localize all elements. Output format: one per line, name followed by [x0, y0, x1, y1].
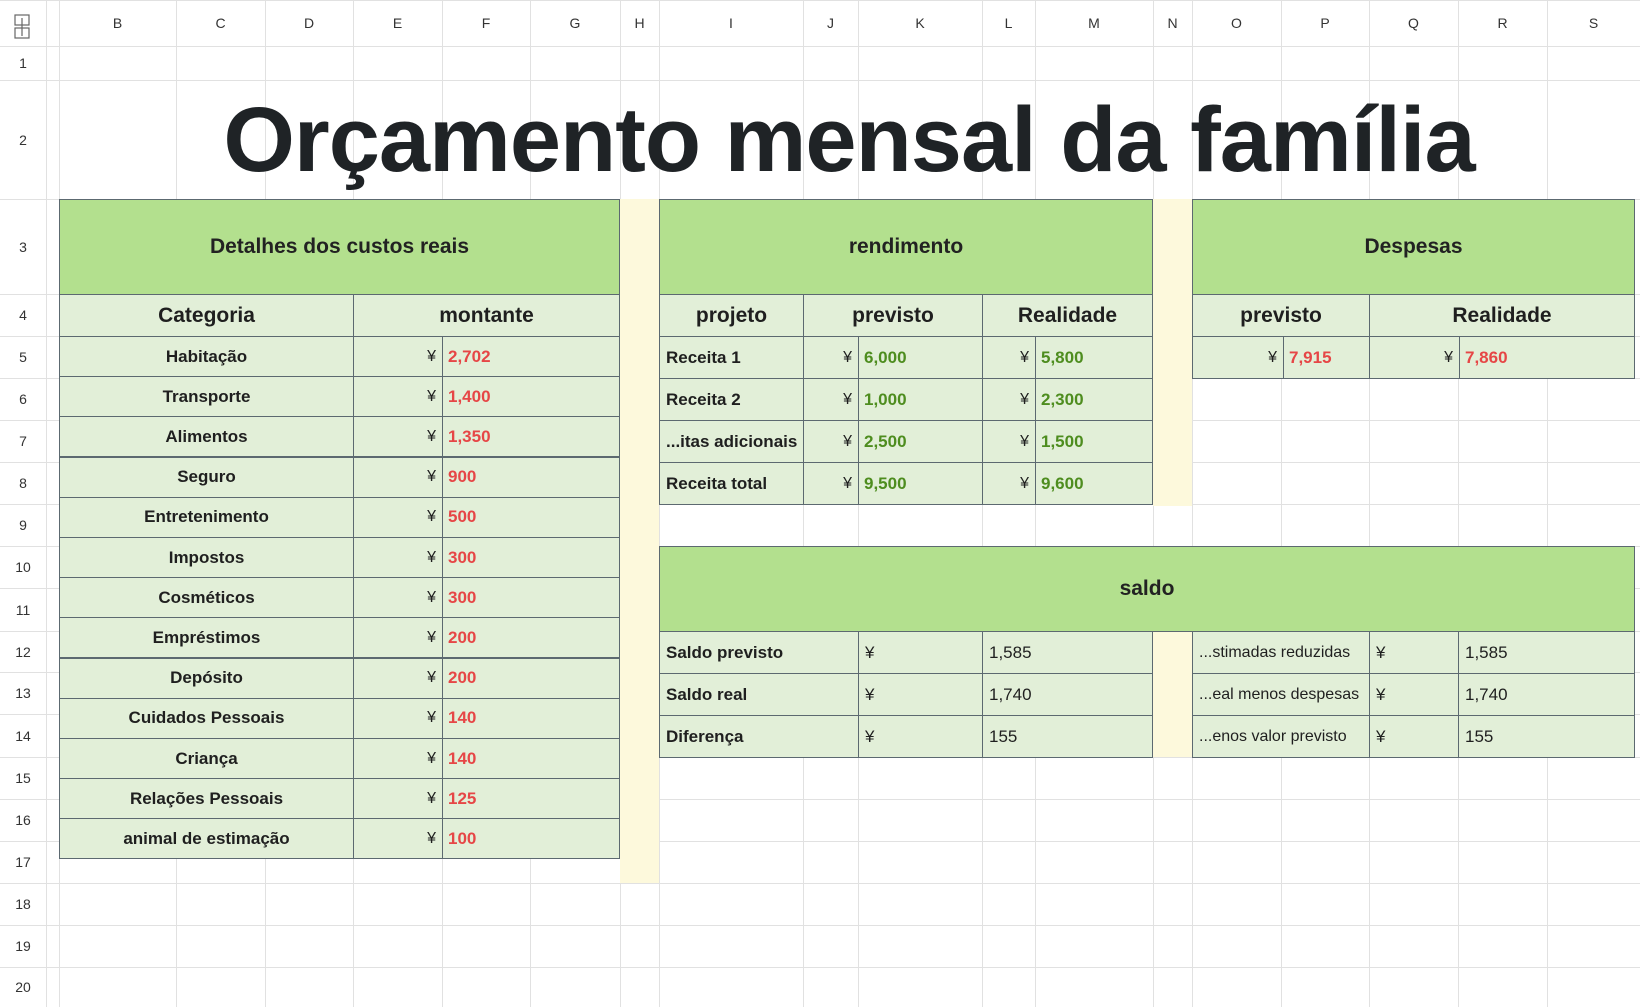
grid-line-h — [0, 883, 1640, 884]
income-col-planned[interactable]: previsto — [803, 294, 983, 337]
cost-category-cell[interactable]: Seguro — [59, 457, 354, 498]
currency-symbol: ¥ — [1444, 348, 1453, 366]
currency-symbol[interactable]: ¥ — [353, 818, 443, 859]
grid-line-h — [0, 967, 1640, 968]
currency-symbol[interactable]: ¥ — [353, 497, 443, 538]
column-header[interactable]: G — [569, 15, 581, 31]
expenses-col-actual[interactable]: Realidade — [1369, 294, 1635, 337]
row-header[interactable]: 13 — [15, 685, 31, 701]
currency-symbol[interactable]: ¥ — [803, 462, 859, 505]
grid-line-h — [0, 80, 1640, 81]
income-planned-cell[interactable]: 6,000 — [858, 336, 983, 379]
column-header[interactable]: J — [827, 15, 834, 31]
currency-symbol[interactable]: ¥ — [982, 462, 1036, 505]
column-header[interactable]: P — [1320, 15, 1330, 31]
currency-symbol[interactable]: ¥ — [353, 778, 443, 819]
income-planned-cell[interactable]: 9,500 — [858, 462, 983, 505]
cost-category-cell[interactable]: Cosméticos — [59, 577, 354, 618]
row-header[interactable]: 17 — [15, 854, 31, 870]
row-header[interactable]: 19 — [15, 938, 31, 954]
currency-symbol[interactable]: ¥ — [353, 416, 443, 457]
balance-value-cell[interactable]: 1,585 — [1458, 631, 1635, 674]
cost-amount-cell[interactable]: 200 — [442, 617, 620, 658]
row-header[interactable]: 9 — [19, 517, 27, 533]
column-header[interactable]: K — [915, 15, 925, 31]
cost-amount-cell[interactable]: 300 — [442, 537, 620, 578]
costs-col-amount[interactable]: montante — [353, 294, 620, 337]
row-header[interactable]: 20 — [15, 979, 31, 995]
cost-amount-cell[interactable]: 200 — [442, 658, 620, 699]
income-planned-cell[interactable]: 2,500 — [858, 420, 983, 463]
row-header[interactable]: 7 — [19, 433, 27, 449]
currency-symbol[interactable]: ¥ — [353, 537, 443, 578]
column-header[interactable]: S — [1588, 15, 1599, 31]
currency-symbol[interactable]: ¥ — [858, 631, 983, 674]
row-header[interactable]: 2 — [19, 131, 27, 148]
cost-amount-cell[interactable]: 1,350 — [442, 416, 620, 457]
currency-symbol[interactable]: ¥ — [803, 378, 859, 421]
column-header[interactable]: I — [729, 15, 733, 31]
cost-amount-cell[interactable]: 125 — [442, 778, 620, 819]
cost-amount-cell[interactable]: 1,400 — [442, 376, 620, 417]
row-header[interactable]: 16 — [15, 812, 31, 828]
currency-symbol[interactable]: ¥ — [353, 617, 443, 658]
expenses-header[interactable]: Despesas — [1192, 199, 1635, 295]
currency-symbol[interactable]: ¥ — [1369, 631, 1459, 674]
balance-desc-cell[interactable]: ...enos valor previsto — [1192, 715, 1370, 758]
balance-value-cell[interactable]: 155 — [982, 715, 1153, 758]
column-header[interactable]: E — [392, 15, 403, 31]
currency-symbol[interactable]: ¥ — [803, 336, 859, 379]
balance-value-cell[interactable]: 1,740 — [1458, 673, 1635, 716]
currency-symbol[interactable]: ¥ — [353, 658, 443, 699]
currency-symbol[interactable]: ¥ — [353, 457, 443, 498]
currency-symbol[interactable]: ¥ — [982, 378, 1036, 421]
income-header[interactable]: rendimento — [659, 199, 1153, 295]
cost-category-cell[interactable]: Impostos — [59, 537, 354, 578]
balance-value-cell[interactable]: 1,740 — [982, 673, 1153, 716]
currency-symbol[interactable]: ¥ — [858, 673, 983, 716]
cost-category-cell[interactable]: Habitação — [59, 336, 354, 377]
row-header[interactable]: 14 — [15, 727, 31, 744]
spacer-column-n — [1153, 199, 1192, 506]
cost-category-cell[interactable]: Criança — [59, 738, 354, 779]
currency-symbol[interactable]: ¥ — [353, 698, 443, 739]
column-header[interactable]: H — [634, 15, 645, 31]
balance-header[interactable]: saldo — [659, 546, 1635, 632]
balance-value-cell[interactable]: 155 — [1458, 715, 1635, 758]
row-header[interactable]: 6 — [19, 391, 27, 407]
column-header[interactable]: Q — [1408, 15, 1419, 31]
balance-value-cell[interactable]: 1,585 — [982, 631, 1153, 674]
income-label-cell[interactable]: Receita 2 — [659, 378, 804, 421]
currency-symbol[interactable]: ¥ — [353, 577, 443, 618]
cost-category-cell[interactable]: Depósito — [59, 658, 354, 699]
spacer-column-h — [620, 199, 659, 883]
cost-amount-cell[interactable]: 100 — [442, 818, 620, 859]
currency-symbol[interactable]: ¥ — [1369, 673, 1459, 716]
freeze-panes-icon[interactable] — [12, 12, 34, 44]
balance-desc-cell[interactable]: ...eal menos despesas — [1192, 673, 1370, 716]
cost-category-cell[interactable]: animal de estimação — [59, 818, 354, 859]
row-header[interactable]: 3 — [19, 238, 27, 255]
currency-symbol[interactable]: ¥ — [353, 376, 443, 417]
spacer-column-n-balance — [1153, 631, 1192, 757]
income-col-actual[interactable]: Realidade — [982, 294, 1153, 337]
column-header[interactable]: R — [1497, 15, 1508, 31]
income-actual-cell[interactable]: 5,800 — [1035, 336, 1153, 379]
cost-amount-cell[interactable]: 500 — [442, 497, 620, 538]
income-label-cell[interactable]: ...itas adicionais — [659, 420, 804, 463]
column-header[interactable]: O — [1231, 15, 1242, 31]
expenses-planned-cell[interactable] — [1192, 336, 1370, 379]
balance-desc-cell[interactable]: ...stimadas reduzidas — [1192, 631, 1370, 674]
cost-category-cell[interactable]: Transporte — [59, 376, 354, 417]
cost-amount-cell[interactable]: 900 — [442, 457, 620, 498]
expenses-actual-value: 7,860 — [1459, 337, 1634, 378]
column-header[interactable]: L — [1004, 15, 1013, 31]
row-header[interactable]: 1 — [19, 55, 27, 71]
expenses-col-planned[interactable]: previsto — [1192, 294, 1370, 337]
cost-amount-cell[interactable]: 300 — [442, 577, 620, 618]
currency-symbol[interactable]: ¥ — [1369, 715, 1459, 758]
cost-amount-cell[interactable]: 2,702 — [442, 336, 620, 377]
cost-category-cell[interactable]: Relações Pessoais — [59, 778, 354, 819]
income-actual-cell[interactable]: 2,300 — [1035, 378, 1153, 421]
row-header[interactable]: 5 — [19, 349, 27, 365]
currency-symbol[interactable]: ¥ — [353, 738, 443, 779]
balance-label-cell[interactable]: Saldo real — [659, 673, 859, 716]
currency-symbol: ¥ — [1268, 348, 1277, 366]
row-header[interactable]: 15 — [15, 770, 31, 786]
costs-col-category[interactable]: Categoria — [59, 294, 354, 337]
column-header[interactable]: M — [1088, 15, 1100, 31]
row-header[interactable]: 18 — [15, 896, 31, 912]
currency-symbol[interactable]: ¥ — [982, 420, 1036, 463]
column-header[interactable]: C — [215, 15, 226, 31]
cost-category-cell[interactable]: Cuidados Pessoais — [59, 698, 354, 739]
income-col-project[interactable]: projeto — [659, 294, 804, 337]
costs-header[interactable]: Detalhes dos custos reais — [59, 199, 620, 295]
row-header[interactable]: 4 — [19, 307, 27, 323]
expenses-planned-value: 7,915 — [1283, 337, 1369, 378]
column-header[interactable]: N — [1167, 15, 1178, 31]
currency-symbol[interactable]: ¥ — [982, 336, 1036, 379]
column-header[interactable]: B — [112, 15, 123, 31]
row-header[interactable]: 12 — [15, 643, 31, 660]
grid-line-h — [0, 46, 1640, 47]
cost-category-cell[interactable]: Alimentos — [59, 416, 354, 457]
expenses-actual-cell[interactable] — [1369, 336, 1635, 379]
income-label-cell[interactable]: Receita 1 — [659, 336, 804, 379]
cost-category-cell[interactable]: Empréstimos — [59, 617, 354, 658]
row-header[interactable]: 11 — [15, 601, 31, 618]
income-planned-cell[interactable]: 1,000 — [858, 378, 983, 421]
column-header[interactable]: D — [303, 15, 315, 31]
cost-amount-cell[interactable]: 140 — [442, 738, 620, 779]
grid-line-h — [0, 925, 1640, 926]
column-header[interactable]: F — [481, 15, 491, 31]
cost-amount-cell[interactable]: 140 — [442, 698, 620, 739]
row-header[interactable]: 10 — [15, 559, 31, 575]
income-actual-cell[interactable]: 1,500 — [1035, 420, 1153, 463]
balance-label-cell[interactable]: Saldo previsto — [659, 631, 859, 674]
currency-symbol[interactable]: ¥ — [858, 715, 983, 758]
page-title: Orçamento mensal da família — [223, 88, 1475, 191]
currency-symbol[interactable]: ¥ — [803, 420, 859, 463]
currency-symbol[interactable]: ¥ — [353, 336, 443, 377]
balance-label-cell[interactable]: Diferença — [659, 715, 859, 758]
income-actual-cell[interactable]: 9,600 — [1035, 462, 1153, 505]
cost-category-cell[interactable]: Entretenimento — [59, 497, 354, 538]
row-header[interactable]: 8 — [19, 475, 27, 491]
income-label-cell[interactable]: Receita total — [659, 462, 804, 505]
